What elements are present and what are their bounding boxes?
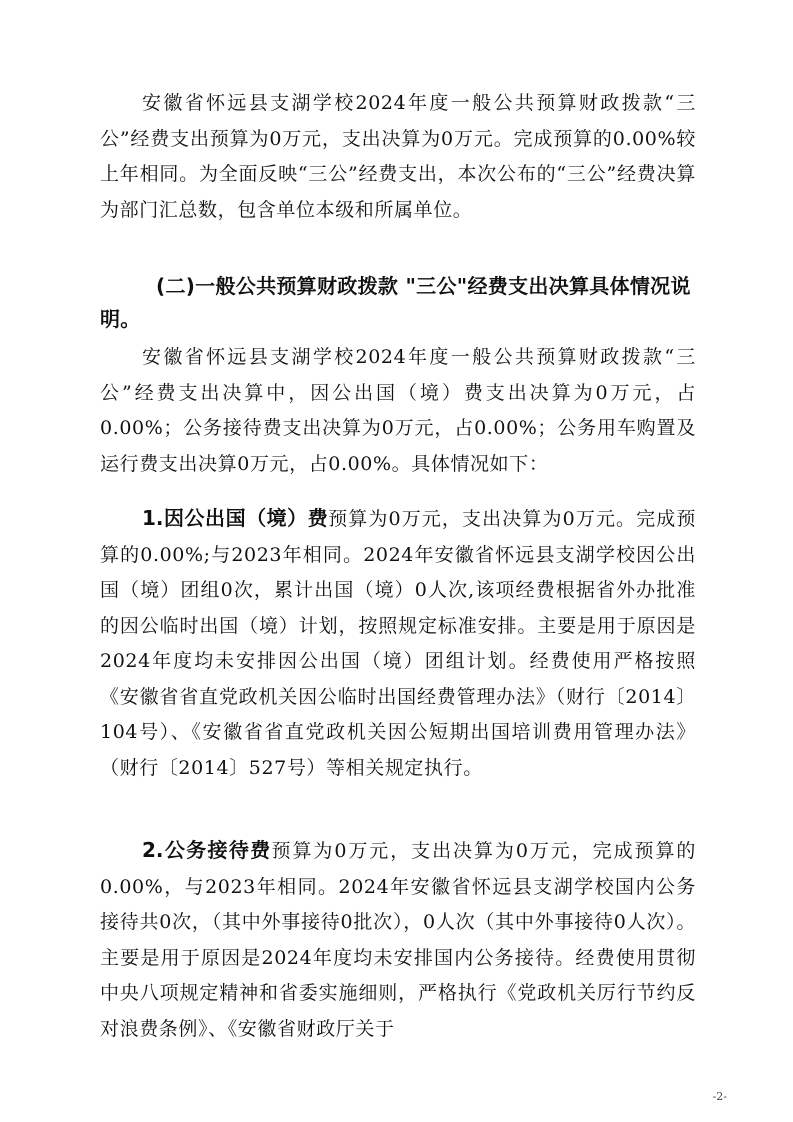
item-text-overseas-travel: 预算为0万元，支出决算为0万元。完成预算的0.00%;与2023年相同。2024年安徽省怀远县支湖学校因公出国（境）团组0次，累计出国（境）0人次,该项经费根据省外办批准的因公临时出国（境）计划，按照规定标准安排。主要是用于原因是2024年度均未安排因公出国（境）团组计划。经费使用严格按照《安徽省省直党政机关因公临时出国经费管理办法》（财行〔2014〕104号）、《安徽省省直党政机关因公短期出国培训费用管理办法》（财行〔2014〕527号）等相关规定执行。: [100, 508, 697, 779]
paragraph-official-reception: [100, 833, 696, 1047]
item-lead-overseas-travel: 1.因公出国（境）费: [142, 506, 329, 530]
paragraph-overseas-travel: [100, 501, 696, 786]
item-lead-official-reception: 2.公务接待费: [142, 838, 272, 862]
page-number: -2-: [712, 1090, 727, 1103]
item-text-official-reception: 预算为0万元，支出决算为0万元，完成预算的 0.00%，与2023年相同。2024年安徽省怀远县支湖学校国内公务接待共0次，（其中外事接待0批次），0人次（其中外事接待0人次）。主要是用于原因是2024年度均未安排国内公务接待。经费使用贯彻中央八项规定精神和省委实施细则，严格执行《党政机关厉行节约反对浪费条例》、《安徽省财政厅关于: [100, 840, 697, 1040]
paragraph-budget-summary: 安徽省怀远县支湖学校2024年度一般公共预算财政拨款“三公”经费支出预算为0万元，支出决算为0万元。完成预算的0.00%较上年相同。为全面反映“三公”经费支出，本次公布的“三公”经费决算为部门汇总数，包含单位本级和所属单位。: [100, 92, 696, 221]
paragraph-final-accounts: 安徽省怀远县支湖学校2024年度一般公共预算财政拨款“三公”经费支出决算中，因公出国（境）费支出决算为0万元，占0.00%；公务接待费支出决算为0万元，占0.00%；公务用车购置及运行费支出决算0万元，占0.00%。具体情况如下：: [100, 346, 696, 475]
section-heading: (二)一般公共预算财政拨款 "三公"经费支出决算具体情况说明。: [100, 274, 691, 331]
